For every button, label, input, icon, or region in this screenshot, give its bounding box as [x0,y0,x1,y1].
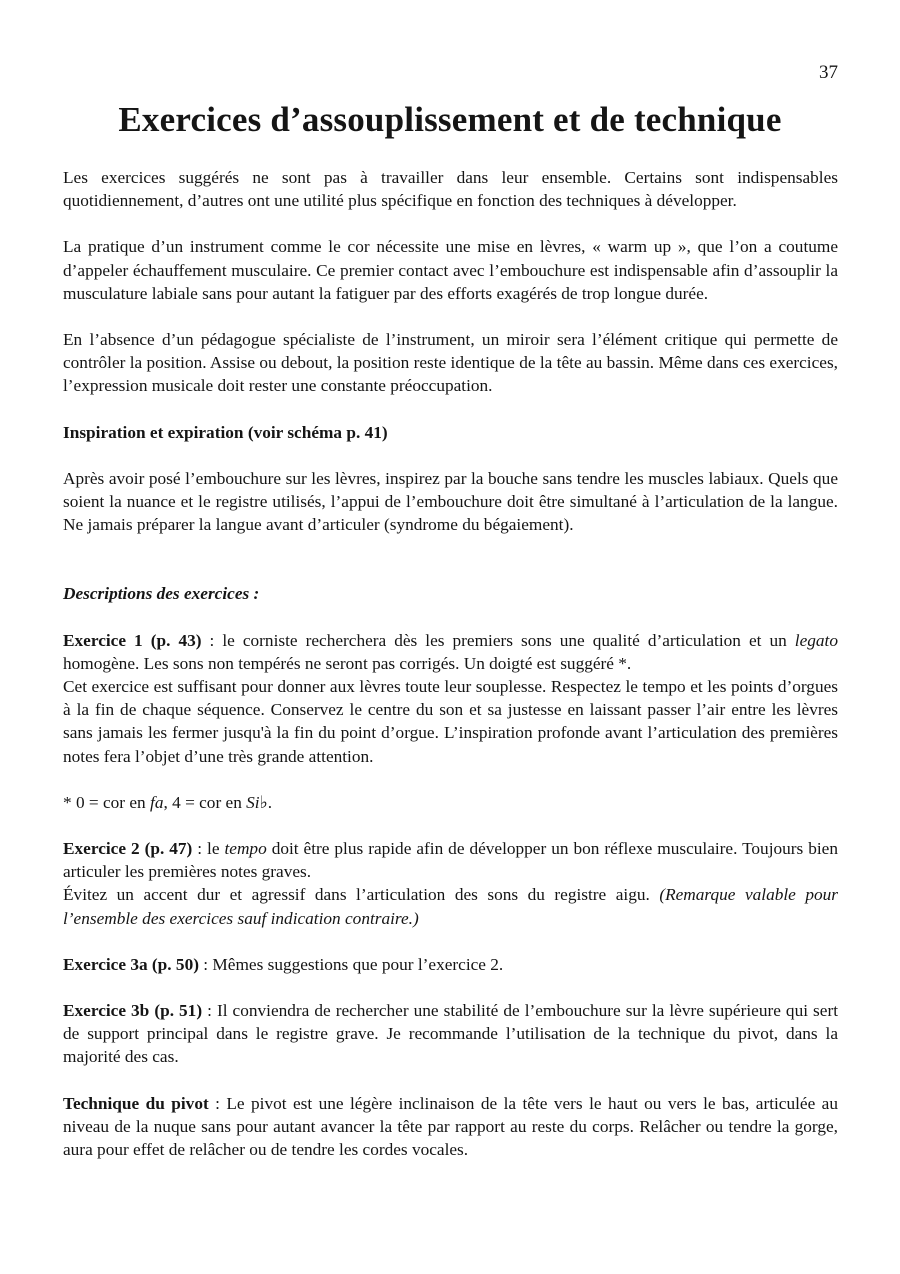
intro-paragraph-2: La pratique d’un instrument comme le cor nécessite une mise en lèvres, « warm up », que l’on a coutume d’appeler échauffement musculaire. Ce premier contact avec l’embouchure est indispensable afin d’assouplir la musculature labiale sans pour autant la fatiguer par des efforts exagérés de trop longue durée. [63,237,838,303]
intro-paragraph-1: Les exercices suggérés ne sont pas à travailler dans leur ensemble. Certains sont indispensables quotidiennement, d’autres ont une utilité plus spécifique en fonction des techniques à développer. [63,168,838,211]
inspiration-paragraph: Après avoir posé l’embouchure sur les lèvres, inspirez par la bouche sans tendre les muscles labiaux. Quels que soient la nuance et le registre utilisés, l’appui de l’embouchure doit être simultané à l’articulation de la langue. Ne jamais préparer la langue avant d’articuler (syndrome du bégaiement). [63,468,838,535]
footnote-text-c: . [267,792,273,812]
page-title: Exercices d’assouplissement et de technique [118,100,782,139]
footnote-sib: Si♭ [246,792,268,812]
exercise-1-continuation: Cet exercice est suffisant pour donner aux lèvres toute leur souplesse. Respectez le tempo et les points d’orgues à la fin de chaque séquence. Conservez le centre du son et sa justesse en laissant passer l’air entre les lèvres sans jamais les fermer jusqu'à la fin du point d’orgue. L’inspiration profonde avant l’articulation des premières notes fera l’objet d’une très grande attention. [63,677,838,766]
exercise-2-text-c: Évitez un accent dur et agressif dans l’articulation des sons du registre aigu. [63,885,660,905]
footnote-text-a: * 0 = cor en [63,792,151,812]
fingering-footnote [63,791,838,814]
tempo-term: tempo [224,839,267,859]
exercise-3b-paragraph [63,999,838,1069]
exercise-3b-label: Exercice 3b (p. 51) [63,1001,203,1021]
exercise-3b-text: : Il conviendra de rechercher une stabilité de l’embouchure sur la lèvre supérieure qui sert de support principal dans le registre grave. Je recommande l’utilisation de la technique du pivot, dans la majorité des cas. [63,1001,838,1067]
exercise-1-paragraph [63,629,838,675]
exercise-3a-text: : Mêmes suggestions que pour l’exercice 2. [198,954,504,974]
exercise-2-remark: (Remarque valable pour l’ensemble des exercices sauf indication contraire.) [63,885,839,928]
exercise-2-label: Exercice 2 (p. 47) [63,839,193,859]
descriptions-heading: Descriptions des exercices : [63,584,260,604]
page-number: 37 [819,62,838,83]
footnote-fa: fa [150,792,164,812]
exercise-2-text-a: : le [192,839,225,859]
pivot-technique-paragraph [63,1092,838,1162]
intro-paragraph-3: En l’absence d’un pédagogue spécialiste de l’instrument, un miroir sera l’élément critique qui permette de contrôler la position. Assise ou debout, la position reste identique de la tête au bassin. Même dans ces exercices, l’expression musicale doit rester une constante préoccupation. [63,330,838,396]
exercise-3a-label: Exercice 3a (p. 50) [63,954,199,974]
exercise-2-continuation [63,883,838,929]
exercise-1-text-b: homogène. Les sons non tempérés ne seront pas corrigés. Un doigté est suggéré *. [63,653,632,673]
exercise-1-text-a: : le corniste recherchera dès les premiers sons une qualité d’articulation et un [201,630,795,650]
legato-term: legato [794,630,838,650]
footnote-text-b: , 4 = cor en [163,792,247,812]
inspiration-heading: Inspiration et expiration (voir schéma p. 41) [63,422,388,442]
exercise-3a-paragraph [63,953,838,976]
exercise-2-text-b: doit être plus rapide afin de développer un bon réflexe musculaire. Toujours bien articuler les premières notes graves. [63,839,838,882]
document-body [63,166,838,1161]
pivot-technique-label: Technique du pivot [63,1093,209,1113]
pivot-technique-text: : Le pivot est une légère inclinaison de la tête vers le haut ou vers le bas, articulée au niveau de la nuque sans pour autant avancer la tête par rapport au reste du corps. Relâcher ou tendre la gorge, aura pour effet de relâcher ou de tendre les cordes vocales. [63,1093,838,1160]
exercise-2-paragraph [63,837,838,883]
exercise-1-label: Exercice 1 (p. 43) [63,630,202,650]
